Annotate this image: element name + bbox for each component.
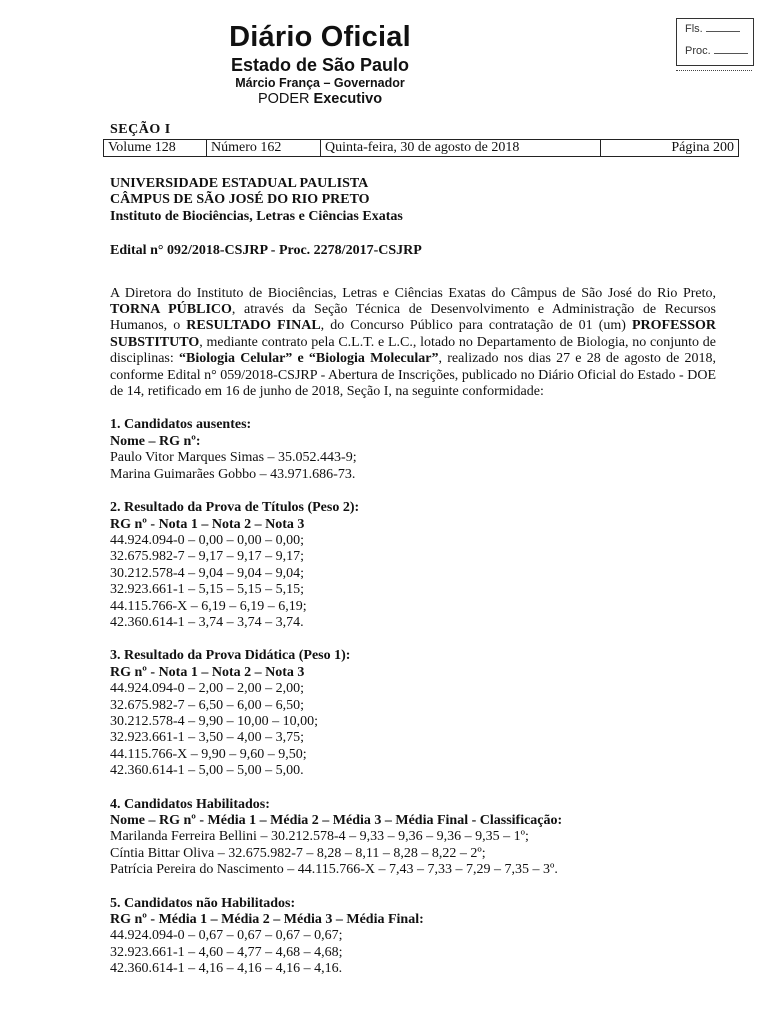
list-item: 44.924.094-0 – 0,67 – 0,67 – 0,67 – 0,67; — [110, 928, 343, 944]
list-item: 32.923.661-1 – 3,50 – 4,00 – 3,75; — [110, 730, 305, 746]
page-cell: Página 200 — [600, 140, 738, 156]
intro-text: A Diretora do Instituto de Biociências, Letras e Ciências Exatas do Câmpus de São José do Rio Preto, — [110, 285, 716, 301]
list-item: 44.924.094-0 – 0,00 – 0,00 – 0,00; — [110, 532, 305, 548]
list-item: Cíntia Bittar Oliva – 32.675.982-7 – 8,28 – 8,11 – 8,28 – 8,22 – 2º; — [110, 845, 486, 861]
section-heading: 5. Candidatos não Habilitados: — [110, 895, 296, 911]
institute-name: Instituto de Biociências, Letras e Ciências Exatas — [110, 208, 403, 224]
section-heading: 1. Candidatos ausentes: — [110, 417, 252, 433]
volume-cell: Volume 128 — [108, 140, 176, 155]
intro-emphasis: RESULTADO FINAL — [186, 318, 321, 334]
section-subheader: Nome – RG nº: — [110, 433, 201, 449]
proc-blank — [714, 44, 748, 54]
section-subheader: RG nº - Nota 1 – Nota 2 – Nota 3 — [110, 516, 305, 532]
list-item: 44.115.766-X – 9,90 – 9,60 – 9,50; — [110, 746, 307, 762]
intro-emphasis: “Biologia Celular” e “Biologia Molecular” — [178, 351, 439, 367]
intro-paragraph — [110, 286, 716, 401]
number-cell: Número 162 — [206, 140, 320, 156]
list-item: 42.360.614-1 – 4,16 – 4,16 – 4,16 – 4,16. — [110, 961, 343, 977]
fls-blank — [706, 22, 740, 32]
power-name: Executivo — [313, 91, 383, 107]
masthead — [200, 20, 440, 108]
fls-proc-box — [676, 18, 754, 66]
list-item: Patrícia Pereira do Nascimento – 44.115.766-X – 7,43 – 7,33 – 7,29 – 7,35 – 3º. — [110, 862, 558, 878]
intro-text: , realizado nos dias 27 e 28 de agosto de 2018, conforme Edital n° 059/2018-CSJRP - Abertura de Inscrições, publicado no Diário Oficial do Estado - DOE de 14, retificado em 16 de junho de 2018, Seção I, na seguinte conformidade: — [110, 351, 716, 400]
proc-row — [685, 44, 748, 57]
newspaper-title: Diário Oficial — [229, 21, 411, 53]
date-cell: Quinta-feira, 30 de agosto de 2018 — [320, 140, 600, 156]
issue-info-bar — [103, 139, 739, 157]
list-item: 30.212.578-4 – 9,90 – 10,00 – 10,00; — [110, 713, 319, 729]
section-heading: 3. Resultado da Prova Didática (Peso 1): — [110, 648, 351, 664]
fls-label: Fls. — [685, 23, 703, 35]
document-body — [110, 176, 716, 978]
proc-label: Proc. — [685, 45, 711, 57]
list-item: 44.924.094-0 – 2,00 – 2,00 – 2,00; — [110, 681, 305, 697]
list-item: 32.923.661-1 – 5,15 – 5,15 – 5,15; — [110, 582, 305, 598]
section-subheader: Nome – RG nº - Média 1 – Média 2 – Média 3 – Média Final - Classificação: — [110, 813, 563, 828]
fls-dotted-line — [676, 70, 752, 71]
list-item: 42.360.614-1 – 3,74 – 3,74 – 3,74. — [110, 614, 304, 630]
list-item: 30.212.578-4 – 9,04 – 9,04 – 9,04; — [110, 565, 305, 581]
list-item: Paulo Vitor Marques Simas – 35.052.443-9; — [110, 450, 357, 466]
list-item: 42.360.614-1 – 5,00 – 5,00 – 5,00. — [110, 763, 304, 779]
section-title: SEÇÃO I — [110, 122, 171, 137]
list-item: 32.675.982-7 – 6,50 – 6,00 – 6,50; — [110, 697, 305, 713]
section-subheader: RG nº - Média 1 – Média 2 – Média 3 – Média Final: — [110, 912, 424, 928]
list-item: 32.923.661-1 – 4,60 – 4,77 – 4,68 – 4,68; — [110, 944, 343, 960]
edital-reference: Edital n° 092/2018-CSJRP - Proc. 2278/2017-CSJRP — [110, 243, 422, 259]
list-item: Marina Guimarães Gobbo – 43.971.686-73. — [110, 466, 356, 482]
governor-line: Márcio França – Governador — [235, 76, 405, 90]
state-name: Estado de São Paulo — [230, 55, 410, 75]
intro-emphasis: TORNA PÚBLICO — [110, 302, 232, 318]
list-item: Marilanda Ferreira Bellini – 30.212.578-4 – 9,33 – 9,36 – 9,36 – 9,35 – 1º; — [110, 829, 529, 845]
power-prefix: PODER — [257, 91, 314, 107]
intro-emphasis: PROFESSOR SUBSTITUTO — [110, 318, 716, 350]
university-name: UNIVERSIDADE ESTADUAL PAULISTA — [110, 176, 369, 191]
campus-name: CÂMPUS DE SÃO JOSÉ DO RIO PRETO — [110, 192, 370, 208]
intro-text: , através da Seção Técnica de Desenvolvimento e Administração de Recursos Humanos, o — [110, 302, 717, 334]
intro-text: , do Concurso Público para contratação de 01 (um) — [320, 318, 632, 334]
section-heading: 2. Resultado da Prova de Títulos (Peso 2): — [110, 500, 360, 516]
fls-row — [685, 22, 740, 35]
section-subheader: RG nº - Nota 1 – Nota 2 – Nota 3 — [110, 664, 305, 680]
list-item: 32.675.982-7 – 9,17 – 9,17 – 9,17; — [110, 549, 305, 565]
power-line — [200, 91, 440, 108]
intro-text: , mediante contrato pela C.L.T. e L.C., lotado no Departamento de Biologia, no conjunto de disciplinas: — [110, 334, 716, 367]
list-item: 44.115.766-X – 6,19 – 6,19 – 6,19; — [110, 598, 307, 614]
section-heading: 4. Candidatos Habilitados: — [110, 796, 270, 812]
